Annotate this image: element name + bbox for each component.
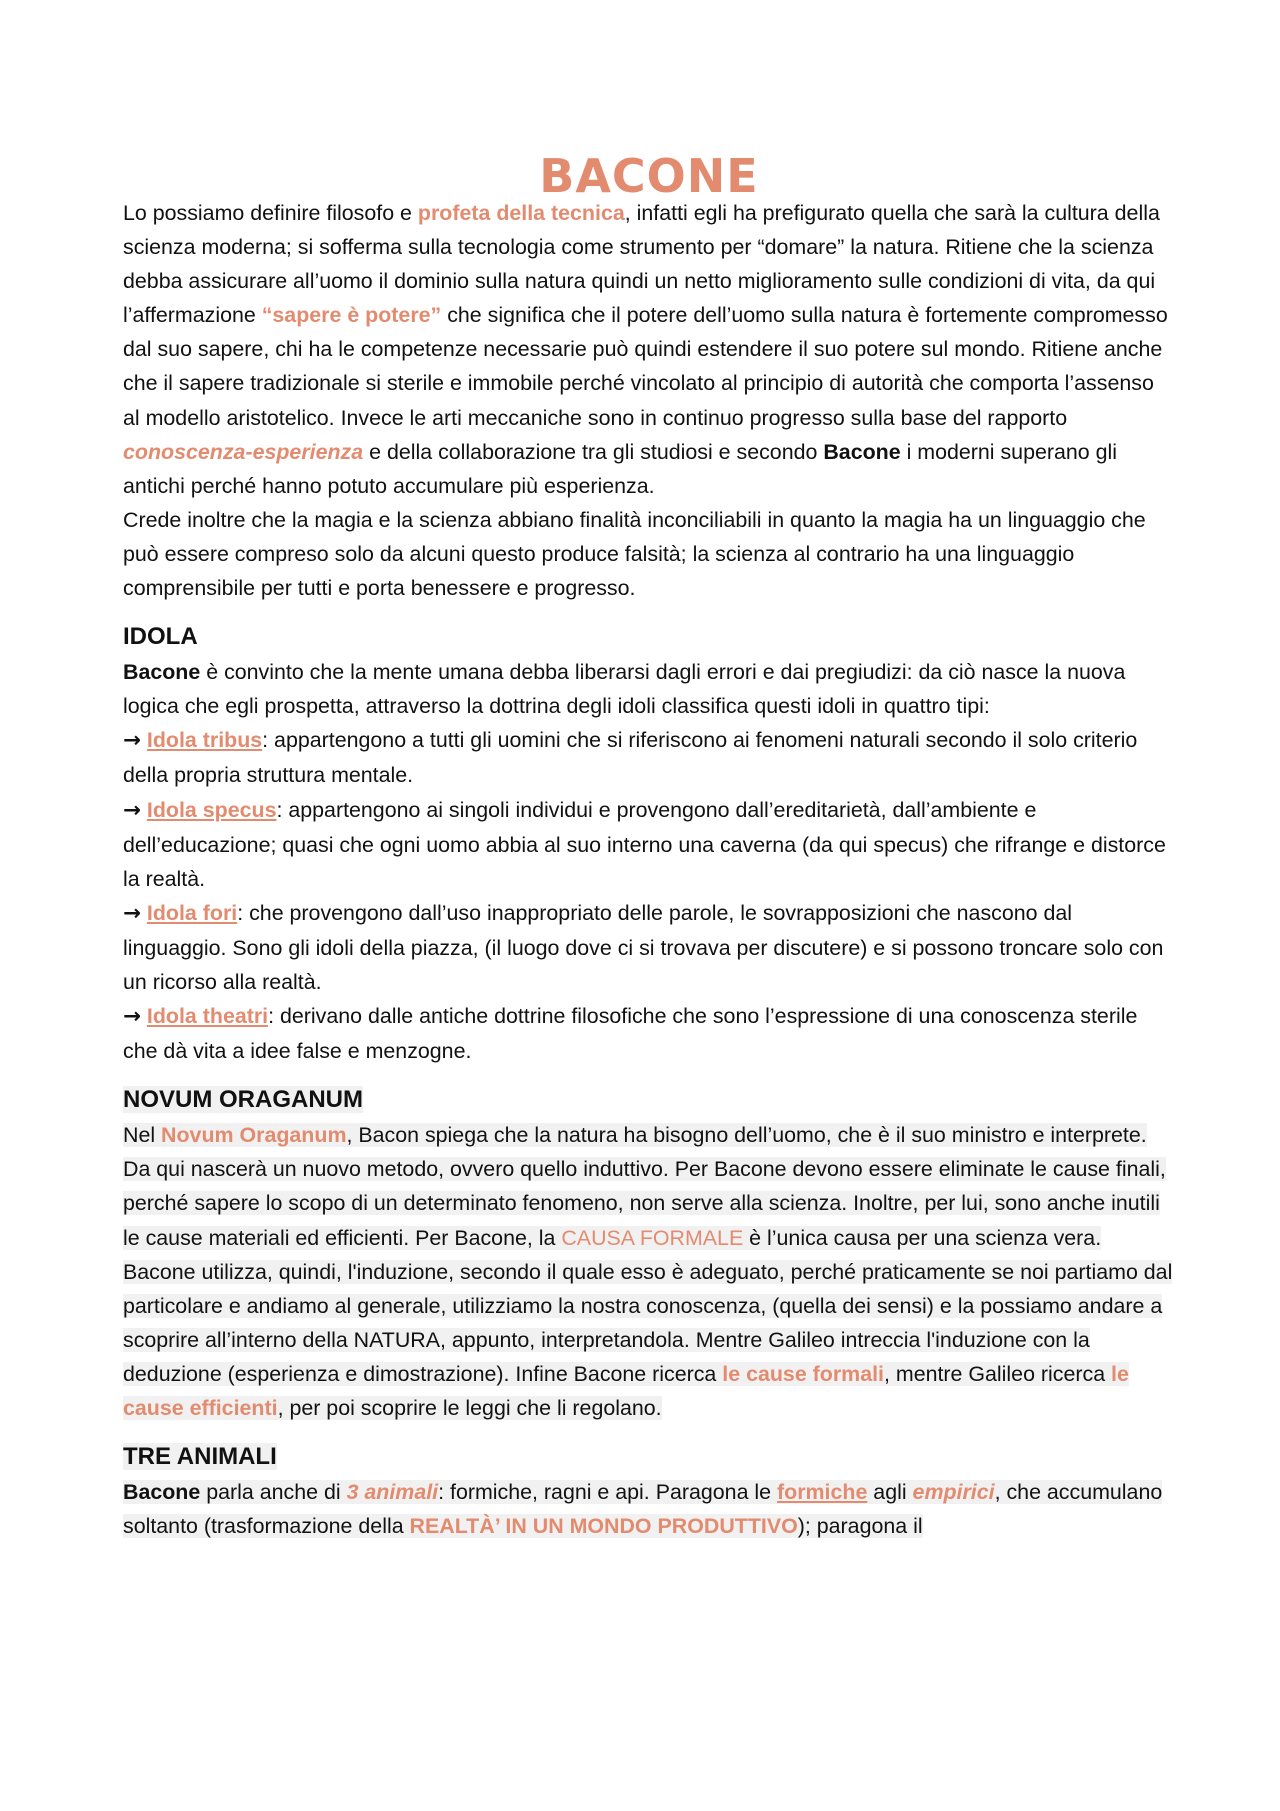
text-run: , infatti egli ha prefigurato quella che sarà la cultura della scienza moderna; si sofferma sulla tecnologia come strumento per “domare” la natura. Ritiene che la scienza debba assicurare all’uomo il dominio sulla natura quindi un netto miglioramento sulle condizioni di vita, da qui l’affermazione — [123, 201, 1160, 328]
text-run: , mentre Galileo ricerca — [883, 1361, 1112, 1386]
highlight-novum: Novum Oraganum — [161, 1123, 347, 1148]
highlight-sapere-potere: “sapere è potere” — [261, 303, 442, 328]
highlight-cause-efficienti: le cause efficienti — [123, 1361, 1129, 1420]
highlight-empirici: empirici — [912, 1480, 995, 1505]
highlight-conoscenza-esperienza: conoscenza-esperienza — [123, 439, 364, 464]
text-run: , Bacon spiega che la natura ha bisogno dell’uomo, che è il suo ministro e interprete. Da qui nascerà un nuovo metodo, ovvero quello induttivo. Per Bacone devono essere eliminate le cause finali, perché sapere lo scopo di un determinato fenomeno, non serve alla scienza. Inoltre, per lui, sono anche inutili le cause materiali ed efficienti. Per Bacone, la — [123, 1123, 1166, 1250]
text-run: agli — [867, 1480, 913, 1505]
magia-paragraph: Crede inoltre che la magia e la scienza abbiano finalità inconciliabili in quanto la magia ha un linguaggio che può essere compreso solo da alcuni questo produce falsità; la scienza al contrario ha una linguaggio comprensibile per tutti e porta benessere e progresso. — [123, 507, 1146, 601]
idola-name: Idola fori — [146, 900, 238, 925]
idola-item-theatri — [123, 999, 1175, 1068]
heading-idola: IDOLA — [123, 623, 198, 651]
arrow-right-icon: → — [123, 797, 141, 823]
bold-bacone: Bacone — [823, 439, 901, 464]
highlight-causa-formale: CAUSA FORMALE — [561, 1225, 744, 1250]
text-run: , per poi scoprire le leggi che li regolano. — [277, 1396, 662, 1420]
highlight-formiche: formiche — [777, 1480, 868, 1505]
highlight-3-animali: 3 animali — [346, 1480, 439, 1505]
novum-paragraph — [123, 1118, 1175, 1425]
idola-intro — [123, 655, 1175, 723]
text-run: Nel — [123, 1123, 162, 1148]
heading-text: NOVUM ORAGANUM — [123, 1086, 363, 1114]
text-run: è convinto che la mente umana debba liberarsi dagli errori e dai pregiudizi: da ciò nasce la nuova logica che egli prospetta, attraverso la dottrina degli idoli classifica questi idoli in quattro tipi: — [123, 660, 1126, 719]
idola-text: : derivano dalle antiche dottrine filosofiche che sono l’espressione di una conoscenza sterile che dà vita a idee false e menzogne. — [123, 1004, 1138, 1064]
text-run: ); paragona il — [797, 1514, 923, 1539]
arrow-right-icon: → — [123, 900, 141, 926]
heading-text: TRE ANIMALI — [123, 1443, 277, 1471]
idola-text: : appartengono ai singoli individui e provengono dall’ereditarietà, dall’ambiente e dell’educazione; quasi che ogni uomo abbia al suo interno una caverna (da qui specus) che rifrange e distorce la realtà. — [123, 797, 1166, 891]
document-content — [123, 148, 1175, 1543]
idola-name: Idola specus — [146, 797, 277, 822]
text-run: Lo possiamo definire filosofo e — [123, 201, 418, 225]
heading-tre-animali — [123, 1439, 1175, 1475]
idola-item-fori — [123, 896, 1175, 999]
idola-item-tribus — [123, 723, 1175, 792]
idola-name: Idola tribus — [146, 728, 263, 753]
intro-paragraph — [123, 196, 1175, 503]
heading-novum-oraganum — [123, 1082, 1175, 1118]
arrow-right-icon: → — [123, 728, 141, 754]
text-run: i moderni superano gli antichi perché hanno potuto accumulare più esperienza. — [123, 439, 1118, 498]
text-run: è l’unica causa per una scienza vera. Bacone utilizza, quindi, l'induzione, secondo il quale esso è adeguato, perché praticamente se noi partiamo dal particolare e andiamo al generale, utilizziamo la nostra conoscenza, (quella dei sensi) e la possiamo andare a scoprire all’interno della NATURA, appunto, interpretandola. Mentre Galileo intreccia l'induzione con la deduzione (esperienza e dimostrazione). Infine Bacone ricerca — [123, 1225, 1173, 1386]
highlight-profeta: profeta della tecnica — [417, 201, 625, 225]
document-title: BACONE — [539, 149, 759, 203]
bold-bacone: Bacone — [123, 660, 201, 685]
text-run: : formiche, ragni e api. Paragona le — [438, 1480, 778, 1505]
idola-text: : appartengono a tutti gli uomini che si riferiscono ai fenomeni naturali secondo il solo criterio della propria struttura mentale. — [123, 728, 1138, 788]
text-run: , che accumulano soltanto (trasformazione della — [123, 1480, 1163, 1539]
text-run: che significa che il potere dell’uomo sulla natura è fortemente compromesso dal suo sapere, chi ha le competenze necessarie può quindi estendere il suo potere sul mondo. Ritiene anche che il sapere tradizionale si sterile e immobile perché vincolato al principio di autorità che comporta l’assenso al modello aristotelico. Invece le arti meccaniche sono in continuo progresso sulla base del rapporto — [123, 303, 1168, 430]
text-run: parla anche di — [200, 1480, 347, 1505]
idola-item-specus — [123, 793, 1175, 896]
arrow-right-icon: → — [123, 1004, 141, 1030]
highlight-realta: REALTÀ’ IN UN MONDO PRODUTTIVO — [409, 1514, 798, 1539]
bold-bacone: Bacone — [123, 1480, 201, 1505]
idola-text: : che provengono dall’uso inappropriato delle parole, le sovrapposizioni che nascono dal linguaggio. Sono gli idoli della piazza, (il luogo dove ci si trovava per discutere) e si possono troncare solo con un ricorso alla realtà. — [123, 900, 1164, 994]
text-run: e della collaborazione tra gli studiosi e secondo — [363, 439, 824, 464]
highlight-cause-formali: le cause formali — [722, 1361, 884, 1386]
tre-paragraph — [123, 1475, 1175, 1543]
idola-name: Idola theatri — [146, 1004, 269, 1029]
